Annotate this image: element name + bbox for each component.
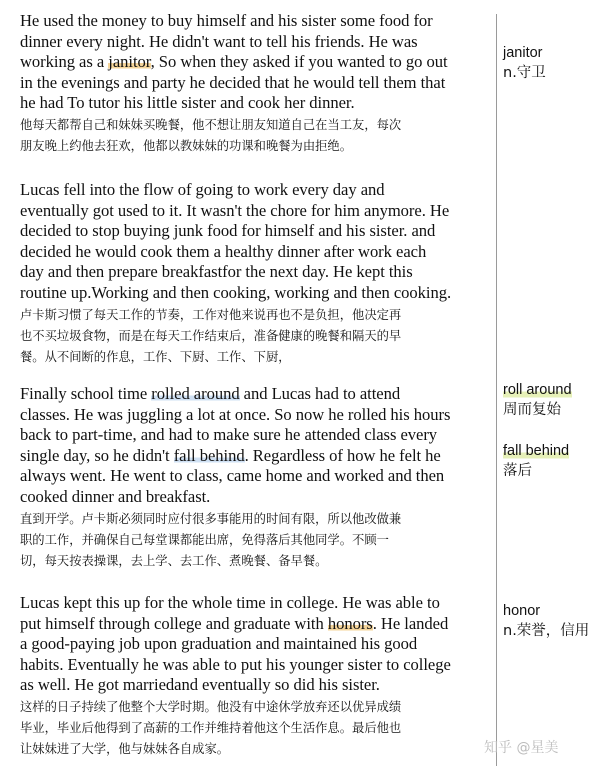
english-line [20,73,494,94]
chinese-translation [20,115,494,157]
margin-divider [496,14,497,766]
chinese-line: 切，每天按表操课，去上学、去工作、煮晚餐、备早餐。 [20,553,328,568]
text-segment: Lucas kept this up for the whole time in college. He was able to [20,593,440,612]
highlighted-term: honors [327,613,373,633]
vocab-word: janitor [503,45,543,61]
chinese-translation [20,509,494,572]
text-segment: , So when they asked if you wanted to go out [150,52,448,72]
vocab-word: fall behind [503,443,570,459]
english-line [20,283,494,304]
text-segment: and Lucas had to attend [239,384,401,403]
zhihu-watermark: 知乎 @星美 [484,740,559,756]
chinese-line: 朋友晚上约他去狂欢，他都以教妹妹的功课和晚餐为由拒绝。 [20,138,353,153]
english-line [20,487,494,508]
english-text [20,11,494,114]
text-segment: day and then prepare breakfastfor the next day. He kept this [20,262,413,282]
chinese-line: 卢卡斯习惯了每天工作的节奏，工作对他来说再也不是负担，他决定再 [20,307,402,322]
chinese-line: 这样的日子持续了他整个大学时期。他没有中途休学放弃还以优异成绩 [20,699,402,714]
paragraph-4 [20,593,494,760]
vocab-word: honor [503,603,541,619]
english-line [20,425,494,446]
text-segment: put himself through college and graduate with [20,613,328,633]
text-segment: in the evenings and party he decided that he would tell them that [20,72,446,92]
chinese-line: 毕业，毕业后他得到了高薪的工作并维持着他这个生活作息。最后他也 [20,720,402,735]
text-segment: decided he would cook them a healthy dinner after work each [20,241,427,261]
english-text [20,180,494,304]
highlighted-term: rolled around [151,384,240,403]
english-line [20,384,494,405]
english-line [20,11,494,32]
text-segment: Lucas fell into the flow of going to work every day and [20,180,385,199]
text-segment: . He landed [372,613,449,633]
text-segment: routine up.Working and then cooking, working and then cooking. [20,282,452,302]
chinese-line: 餐。从不间断的作息，工作、下厨、工作、下厨， [20,349,291,364]
text-segment: working as a [20,52,109,72]
vocab-note-roll-around [503,381,599,421]
highlighted-term: fall behind [173,445,245,465]
text-segment: habits. Eventually he was able to put his younger sister to college [20,654,451,674]
text-segment: a good-paying job upon graduation and maintained his good [20,634,418,654]
english-line [20,180,494,201]
vocab-note-fall-behind [503,442,599,482]
chinese-line: 职的工作，并确保自己每堂课都能出席，免得落后其他同学。不顾一 [20,532,389,547]
english-line [20,634,494,655]
paragraph-2 [20,180,494,368]
text-segment: eventually got used to it. It wasn't the chore for him anymore. He [20,200,450,220]
vocab-definition: 落后 [503,463,532,479]
text-segment: cooked dinner and breakfast. [20,486,211,506]
text-segment: always went. He went to class, came home and worked and then [20,466,445,486]
chinese-line: 直到开学。卢卡斯必须同时应付很多事能用的时间有限，所以他改做兼 [20,511,402,526]
english-text [20,593,494,696]
english-line [20,405,494,426]
chinese-translation [20,305,494,368]
english-line [20,221,494,242]
paragraph-1 [20,11,494,157]
english-line [20,446,494,467]
vocab-definition: 周而复始 [503,402,561,418]
text-segment: Finally school time [20,384,152,403]
vocab-word: roll around [503,382,572,398]
english-line [20,32,494,53]
chinese-line: 他每天都帮自己和妹妹买晚餐，他不想让朋友知道自己在当工友，每次 [20,117,402,132]
english-line [20,614,494,635]
paragraph-3 [20,384,494,572]
vocab-note-honor [503,603,599,642]
english-line [20,242,494,263]
vocab-definition: n.荣誉，信用 [503,623,590,639]
vocab-note-janitor [503,45,599,84]
text-segment: dinner every night. He didn't want to tell his friends. He was [20,31,418,51]
english-line [20,93,494,114]
chinese-translation [20,697,494,760]
vocab-definition: n.守卫 [503,65,546,81]
text-segment: . Regardless of how he felt he [244,445,441,465]
text-segment: He used the money to buy himself and his sister some food for [20,11,433,30]
text-segment: as well. He got marriedand eventually so did his sister. [20,675,380,695]
highlighted-term: janitor [108,52,151,72]
english-line [20,201,494,222]
text-segment: decided to stop buying junk food for himself and his sister. and [20,221,436,241]
text-segment: he had To tutor his little sister and cook her dinner. [20,93,355,113]
chinese-line: 也不买垃圾食物，而是在每天工作结束后，准备健康的晚餐和隔天的早 [20,328,402,343]
text-segment: single day, so he didn't [20,445,174,465]
english-line [20,655,494,676]
english-line [20,593,494,614]
english-line [20,52,494,73]
english-line [20,466,494,487]
english-line [20,675,494,696]
chinese-line: 让妹妹进了大学，他与妹妹各自成家。 [20,741,230,756]
english-text [20,384,494,508]
text-segment: classes. He was juggling a lot at once. So now he rolled his hours [20,404,451,424]
english-line [20,262,494,283]
text-segment: back to part-time, and had to make sure he attended class every [20,425,438,445]
